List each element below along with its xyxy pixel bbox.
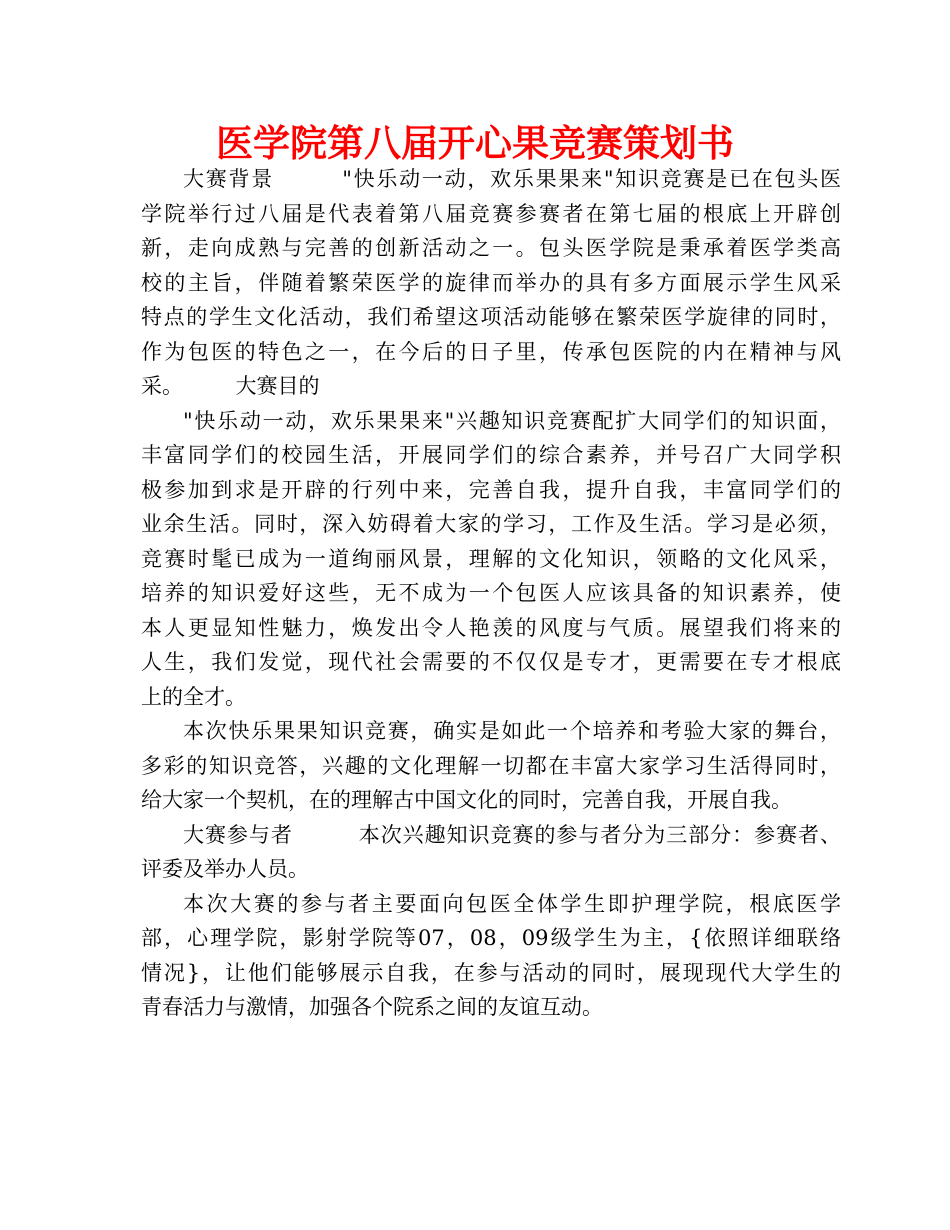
text-line: 业余生活。同时，深入妨碍着大家的学习，工作及生活。学习是必须， [141,512,841,536]
text-line: 极参加到求是开辟的行列中来，完善自我，提升自我，丰富同学们的 [141,477,841,502]
text-line: 校的主旨，伴随着繁荣医学的旋律而举办的具有多方面展示学生风采 [141,270,841,295]
text-line: 竞赛时髦已成为一道绚丽风景，理解的文化知识，领略的文化风采， [141,546,841,571]
document-body [141,162,841,1025]
text-line: 多彩的知识竞答，兴趣的文化理解一切都在丰富大家学习生活得同时， [141,753,841,778]
text-line: 大赛背景 "快乐动一动，欢乐果果来"知识竞赛是已在包头医 [183,167,841,191]
text-line: 培养的知识爱好这些，无不成为一个包医人应该具备的知识素养，使 [141,581,841,605]
text-line: 上的全才。 [141,684,246,709]
text-line: "快乐动一动，欢乐果果来"兴趣知识竞赛配扩大同学们的知识面， [183,408,841,433]
text-line: 作为包医的特色之一，在今后的日子里，传承包医院的内在精神与风 [141,339,841,364]
text-line: 丰富同学们的校园生活，开展同学们的综合素养，并号召广大同学积 [141,443,841,467]
text-line: 人生，我们发觉，现代社会需要的不仅仅是专才，更需要在专才根底 [141,650,841,674]
text-line: 部，心理学院，影射学院等07，08，09级学生为主，{依照详细联络 [141,926,841,950]
text-line: 学院举行过八届是代表着第八届竞赛参赛者在第七届的根底上开辟创 [141,201,841,226]
text-line: 特点的学生文化活动，我们希望这项活动能够在繁荣医学旋律的同时， [141,305,841,329]
text-line: 青春活力与激情，加强各个院系之间的友谊互动。 [141,995,603,1019]
text-line: 本人更显知性魅力，焕发出令人艳羡的风度与气质。展望我们将来的 [141,615,841,640]
text-line: 评委及举办人员。 [141,857,309,881]
text-line: 采。 大赛目的 [141,374,320,398]
text-line: 本次大赛的参与者主要面向包医全体学生即护理学院，根底医学 [183,891,841,916]
text-line: 本次快乐果果知识竞赛，确实是如此一个培养和考验大家的舞台， [183,719,841,743]
text-line: 新，走向成熟与完善的创新活动之一。包头医学院是秉承着医学类高 [141,236,841,260]
text-line: 给大家一个契机，在的理解古中国文化的同时，完善自我，开展自我。 [141,788,792,812]
text-line: 大赛参与者 本次兴趣知识竞赛的参与者分为三部分：参赛者、 [183,822,841,847]
text-line: 情况}，让他们能够展示自我，在参与活动的同时，展现现代大学生的 [141,960,841,985]
document-title: 医学院第八届开心果竞赛策划书 [216,122,734,165]
